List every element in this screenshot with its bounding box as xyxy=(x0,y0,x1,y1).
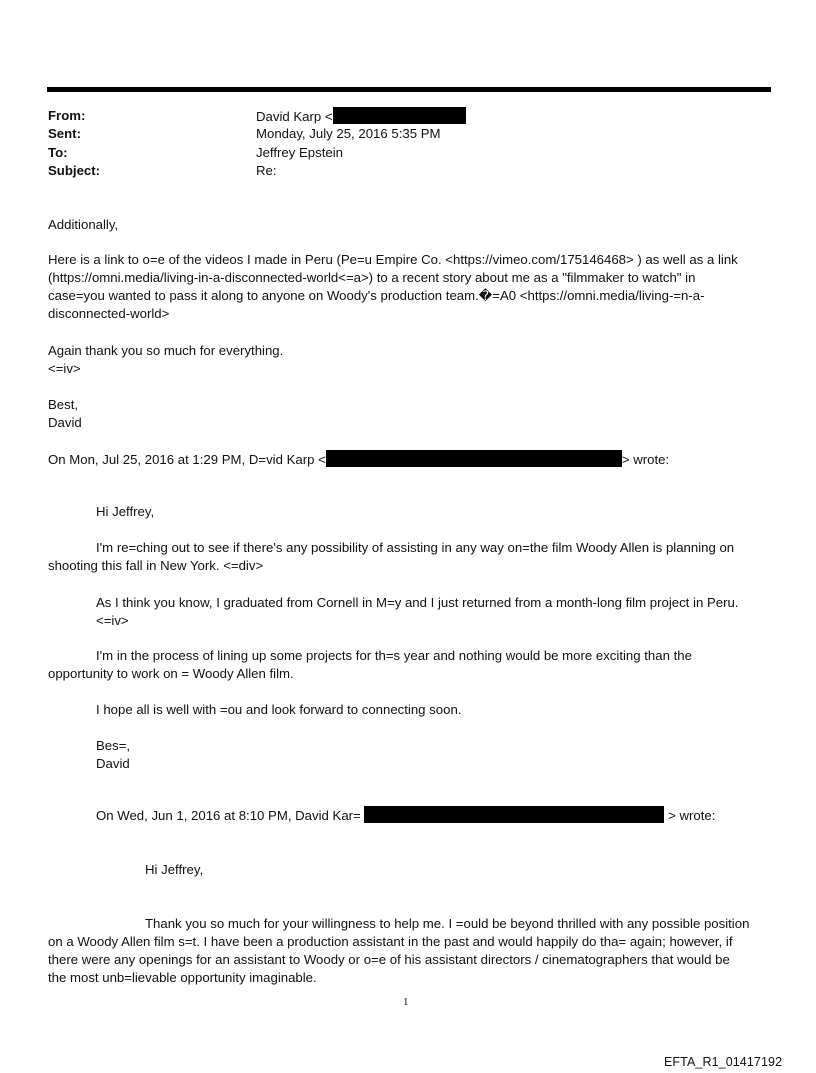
text-line: the most unb=lievable opportunity imaginable. xyxy=(48,970,317,985)
text-line: there were any openings for an assistant to Woody or o=e of his assistant directors / cinematographers that would be xyxy=(48,952,730,967)
body-greeting: Additionally, xyxy=(48,217,119,232)
quote1-paragraph-2 xyxy=(96,594,738,630)
text-line: (https://omni.media/living-in-a-disconnected-world<=a>) to a recent story about me as a "filmmaker to watch" in xyxy=(48,270,696,285)
quote1-paragraph-1 xyxy=(48,539,734,575)
text-line: As I think you know, I graduated from Cornell in M=y and I just returned from a month-long film project in Peru. xyxy=(96,595,739,610)
subject-value: Re: xyxy=(256,163,277,178)
quote-header-suffix: > wrote: xyxy=(668,808,716,823)
redaction-block xyxy=(333,107,466,124)
sent-value: Monday, July 25, 2016 5:35 PM xyxy=(256,126,441,141)
text-line: Thank you so much for your willingness to help me. I =ould be beyond thrilled with any possible position xyxy=(145,916,750,931)
quote2-header xyxy=(96,806,715,825)
text-line: <=iv> xyxy=(48,361,81,376)
text-line: I'm re=ching out to see if there's any possibility of assisting in any way on=the film Woody Allen is planning on xyxy=(96,540,735,555)
text-line: on a Woody Allen film s=t. I have been a production assistant in the past and would happily do tha= again; however, if xyxy=(48,934,733,949)
redaction-block xyxy=(326,450,622,467)
quote-header-suffix: > wrote: xyxy=(621,452,670,467)
sent-label: Sent: xyxy=(48,126,81,141)
redaction-block xyxy=(364,806,664,823)
text-line: shooting this fall in New York. <=div> xyxy=(48,558,264,573)
text-line: Best, xyxy=(48,397,79,412)
text-line: <=iv> xyxy=(96,613,129,628)
text-line: Again thank you so much for everything. xyxy=(48,343,284,358)
text-line: Bes=, xyxy=(96,738,131,753)
to-label: To: xyxy=(48,145,68,160)
quote1-signoff xyxy=(96,737,130,773)
quote-header-prefix: On Wed, Jun 1, 2016 at 8:10 PM, David Kar= xyxy=(96,808,361,823)
quote1-paragraph-3 xyxy=(48,647,692,683)
quote1-greeting: Hi Jeffrey, xyxy=(96,504,155,519)
text-line: Here is a link to o=e of the videos I made in Peru (Pe=u Empire Co. <https://vimeo.com/175146468> ) as well as a link xyxy=(48,252,738,267)
body-signoff xyxy=(48,396,82,432)
page-number: 1 xyxy=(403,996,409,1008)
quote1-paragraph-4: I hope all is well with =ou and look forward to connecting soon. xyxy=(96,702,462,717)
text-line: case=you wanted to pass it along to anyone on Woody's production team.�=A0 <https://omni.media/living-=n-a- xyxy=(48,288,705,303)
body-paragraph-1 xyxy=(48,251,738,323)
quote-header-prefix: On Mon, Jul 25, 2016 at 1:29 PM, D=vid Karp < xyxy=(48,452,326,467)
text-line: opportunity to work on = Woody Allen film. xyxy=(48,666,294,681)
from-label: From: xyxy=(48,108,86,123)
text-line: disconnected-world> xyxy=(48,306,170,321)
header-rule xyxy=(47,87,771,92)
text-line: David xyxy=(48,415,82,430)
text-line: David xyxy=(96,756,130,771)
text-line: I'm in the process of lining up some projects for th=s year and nothing would be more exciting than the xyxy=(96,648,692,663)
from-value xyxy=(256,107,466,126)
quote2-paragraph-1 xyxy=(48,915,749,987)
bates-number: EFTA_R1_01417192 xyxy=(664,1055,783,1069)
quote2-greeting: Hi Jeffrey, xyxy=(145,862,204,877)
from-name: David Karp < xyxy=(256,109,333,124)
to-value: Jeffrey Epstein xyxy=(256,145,343,160)
subject-label: Subject: xyxy=(48,163,101,178)
quote1-header xyxy=(48,450,669,469)
body-paragraph-2 xyxy=(48,342,283,378)
